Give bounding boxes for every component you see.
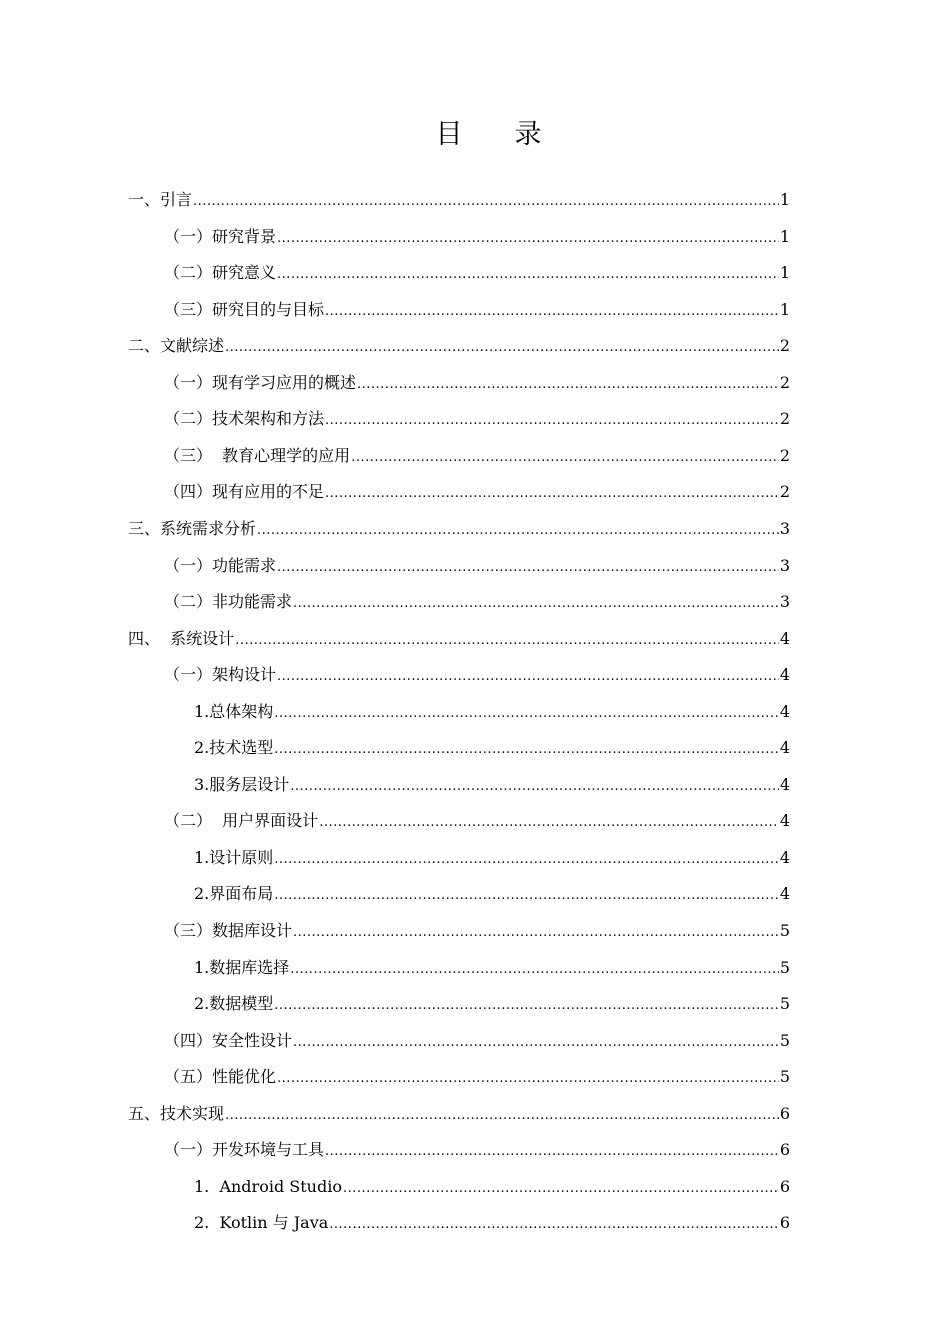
toc-entry-page-number: 1 xyxy=(779,190,790,209)
toc-entry[interactable] xyxy=(194,874,790,904)
toc-dot-leader xyxy=(257,523,779,539)
toc-entry-page-number: 4 xyxy=(779,701,790,721)
toc-dot-leader xyxy=(274,998,779,1014)
toc-entry-label: （二）非功能需求 xyxy=(164,592,293,612)
toc-entry-page-number: 5 xyxy=(779,1067,790,1087)
toc-entry[interactable] xyxy=(194,838,790,868)
toc-entry[interactable] xyxy=(164,801,790,831)
toc-entry-page-number: 4 xyxy=(779,628,790,648)
toc-entry-label: 2.界面布局 xyxy=(194,884,274,904)
toc-entry-page-number: 4 xyxy=(779,847,790,867)
toc-entry[interactable] xyxy=(128,1094,790,1124)
toc-entry-page-number: 5 xyxy=(779,994,790,1014)
toc-entry-label: （一）功能需求 xyxy=(164,555,277,575)
toc-entry[interactable] xyxy=(194,1167,790,1197)
toc-entry-page-number: 2 xyxy=(779,409,790,429)
toc-dot-leader xyxy=(290,962,779,978)
toc-entry-page-number: 4 xyxy=(779,665,790,685)
toc-entry-label: 一、引言 xyxy=(128,190,193,209)
toc-entry[interactable] xyxy=(128,326,790,356)
toc-entry-page-number: 4 xyxy=(779,811,790,831)
toc-entry[interactable] xyxy=(164,911,790,941)
toc-entry-label: 五、技术实现 xyxy=(128,1103,225,1123)
toc-entry[interactable] xyxy=(194,1203,790,1233)
toc-entry-label: （二） 用户界面设计 xyxy=(164,811,319,831)
toc-dot-leader xyxy=(325,1144,779,1160)
toc-entry[interactable] xyxy=(128,180,790,210)
toc-dot-leader xyxy=(225,340,779,356)
toc-entry-label: （二）技术架构和方法 xyxy=(164,409,325,429)
toc-entry-page-number: 6 xyxy=(779,1213,790,1233)
toc-entry[interactable] xyxy=(164,363,790,393)
toc-entry[interactable] xyxy=(194,984,790,1014)
toc-dot-leader xyxy=(293,925,779,941)
toc-entry-page-number: 6 xyxy=(779,1140,790,1160)
toc-entry-page-number: 1 xyxy=(779,226,790,246)
toc-entry[interactable] xyxy=(128,509,790,539)
toc-entry-label: 2.技术选型 xyxy=(194,738,274,758)
toc-entry-page-number: 6 xyxy=(779,1103,790,1123)
toc-entry-label: 1.数据库选择 xyxy=(194,957,290,977)
toc-entry-label: 2.数据模型 xyxy=(194,994,274,1014)
toc-entry[interactable] xyxy=(164,546,790,576)
toc-dot-leader xyxy=(351,450,779,466)
toc-dot-leader xyxy=(274,706,779,722)
toc-entry-label: 二、文献综述 xyxy=(128,336,225,356)
toc-entry-page-number: 6 xyxy=(779,1176,790,1196)
toc-entry-label: 三、系统需求分析 xyxy=(128,518,257,538)
toc-dot-leader xyxy=(325,413,779,429)
toc-entry-page-number: 1 xyxy=(779,263,790,283)
page-title xyxy=(0,112,950,151)
toc-entry[interactable] xyxy=(164,472,790,502)
toc-dot-leader xyxy=(274,888,779,904)
toc-entry[interactable] xyxy=(164,290,790,320)
toc-dot-leader xyxy=(329,1217,779,1233)
toc-dot-leader xyxy=(319,815,779,831)
toc-dot-leader xyxy=(274,742,779,758)
toc-entry-label: 1.设计原则 xyxy=(194,847,274,867)
toc-entry-label: 四、 系统设计 xyxy=(128,628,235,648)
toc-dot-leader xyxy=(225,1108,779,1124)
toc-entry-page-number: 4 xyxy=(779,738,790,758)
toc-dot-leader xyxy=(277,231,779,247)
toc-entry[interactable] xyxy=(164,1130,790,1160)
toc-dot-leader xyxy=(277,669,779,685)
toc-entry-page-number: 5 xyxy=(779,1030,790,1050)
toc-dot-leader xyxy=(193,194,779,210)
toc-dot-leader xyxy=(357,377,779,393)
toc-entry-label: 3.服务层设计 xyxy=(194,774,290,794)
toc-entry-label: 1. Android Studio xyxy=(194,1176,342,1196)
toc-dot-leader xyxy=(277,1071,779,1087)
toc-entry[interactable] xyxy=(164,655,790,685)
toc-dot-leader xyxy=(325,486,779,502)
toc-entry[interactable] xyxy=(164,253,790,283)
toc-entry[interactable] xyxy=(194,728,790,758)
toc-entry[interactable] xyxy=(164,1057,790,1087)
toc-dot-leader xyxy=(325,304,779,320)
toc-entry-label: （三）数据库设计 xyxy=(164,921,293,940)
toc-entry[interactable] xyxy=(164,1021,790,1051)
toc-entry-label: （一）现有学习应用的概述 xyxy=(164,372,357,392)
toc-dot-leader xyxy=(293,596,779,612)
toc-dot-leader xyxy=(293,1035,779,1051)
toc-entry-page-number: 1 xyxy=(779,299,790,319)
toc-entry-page-number: 5 xyxy=(779,921,790,940)
toc-entry-page-number: 2 xyxy=(779,482,790,502)
toc-dot-leader xyxy=(277,267,779,283)
toc-entry-page-number: 4 xyxy=(779,774,790,794)
toc-entry-label: （三） 教育心理学的应用 xyxy=(164,445,351,465)
toc-dot-leader xyxy=(277,560,779,576)
toc-dot-leader xyxy=(274,852,779,868)
page-title-char-2: 录 xyxy=(514,119,542,150)
toc-entry-page-number: 3 xyxy=(779,555,790,575)
toc-entry-page-number: 2 xyxy=(779,336,790,356)
toc-entry-page-number: 2 xyxy=(779,445,790,465)
toc-entry-page-number: 4 xyxy=(779,884,790,904)
toc-entry-label: （一）开发环境与工具 xyxy=(164,1140,325,1160)
toc-entry-label: （一）架构设计 xyxy=(164,665,277,685)
toc-entry[interactable] xyxy=(194,692,790,722)
toc-entry[interactable] xyxy=(164,217,790,247)
toc-entry-label: 1.总体架构 xyxy=(194,701,274,721)
toc-entry-label: （五）性能优化 xyxy=(164,1067,277,1087)
toc-entry[interactable] xyxy=(194,948,790,978)
toc-entry-label: （二）研究意义 xyxy=(164,263,277,283)
toc-entry-label: （四）安全性设计 xyxy=(164,1030,293,1050)
toc-dot-leader xyxy=(235,633,779,649)
toc-entry[interactable] xyxy=(194,765,790,795)
toc-entry-label: （四）现有应用的不足 xyxy=(164,482,325,502)
toc-entry-page-number: 5 xyxy=(779,957,790,977)
toc-entry-page-number: 3 xyxy=(779,592,790,612)
toc-entry[interactable] xyxy=(164,399,790,429)
toc-entry[interactable] xyxy=(164,582,790,612)
toc-entry-label: （一）研究背景 xyxy=(164,226,277,246)
toc-entry-page-number: 3 xyxy=(779,518,790,538)
toc-entry-label: （三）研究目的与目标 xyxy=(164,299,325,319)
toc-entry[interactable] xyxy=(164,436,790,466)
toc-entry-page-number: 2 xyxy=(779,372,790,392)
toc-dot-leader xyxy=(343,1181,779,1197)
toc-dot-leader xyxy=(290,779,779,795)
page-title-char-1: 目 xyxy=(435,119,463,150)
toc-entry[interactable] xyxy=(128,619,790,649)
toc-entry-label: 2. Kotlin 与 Java xyxy=(194,1213,329,1233)
